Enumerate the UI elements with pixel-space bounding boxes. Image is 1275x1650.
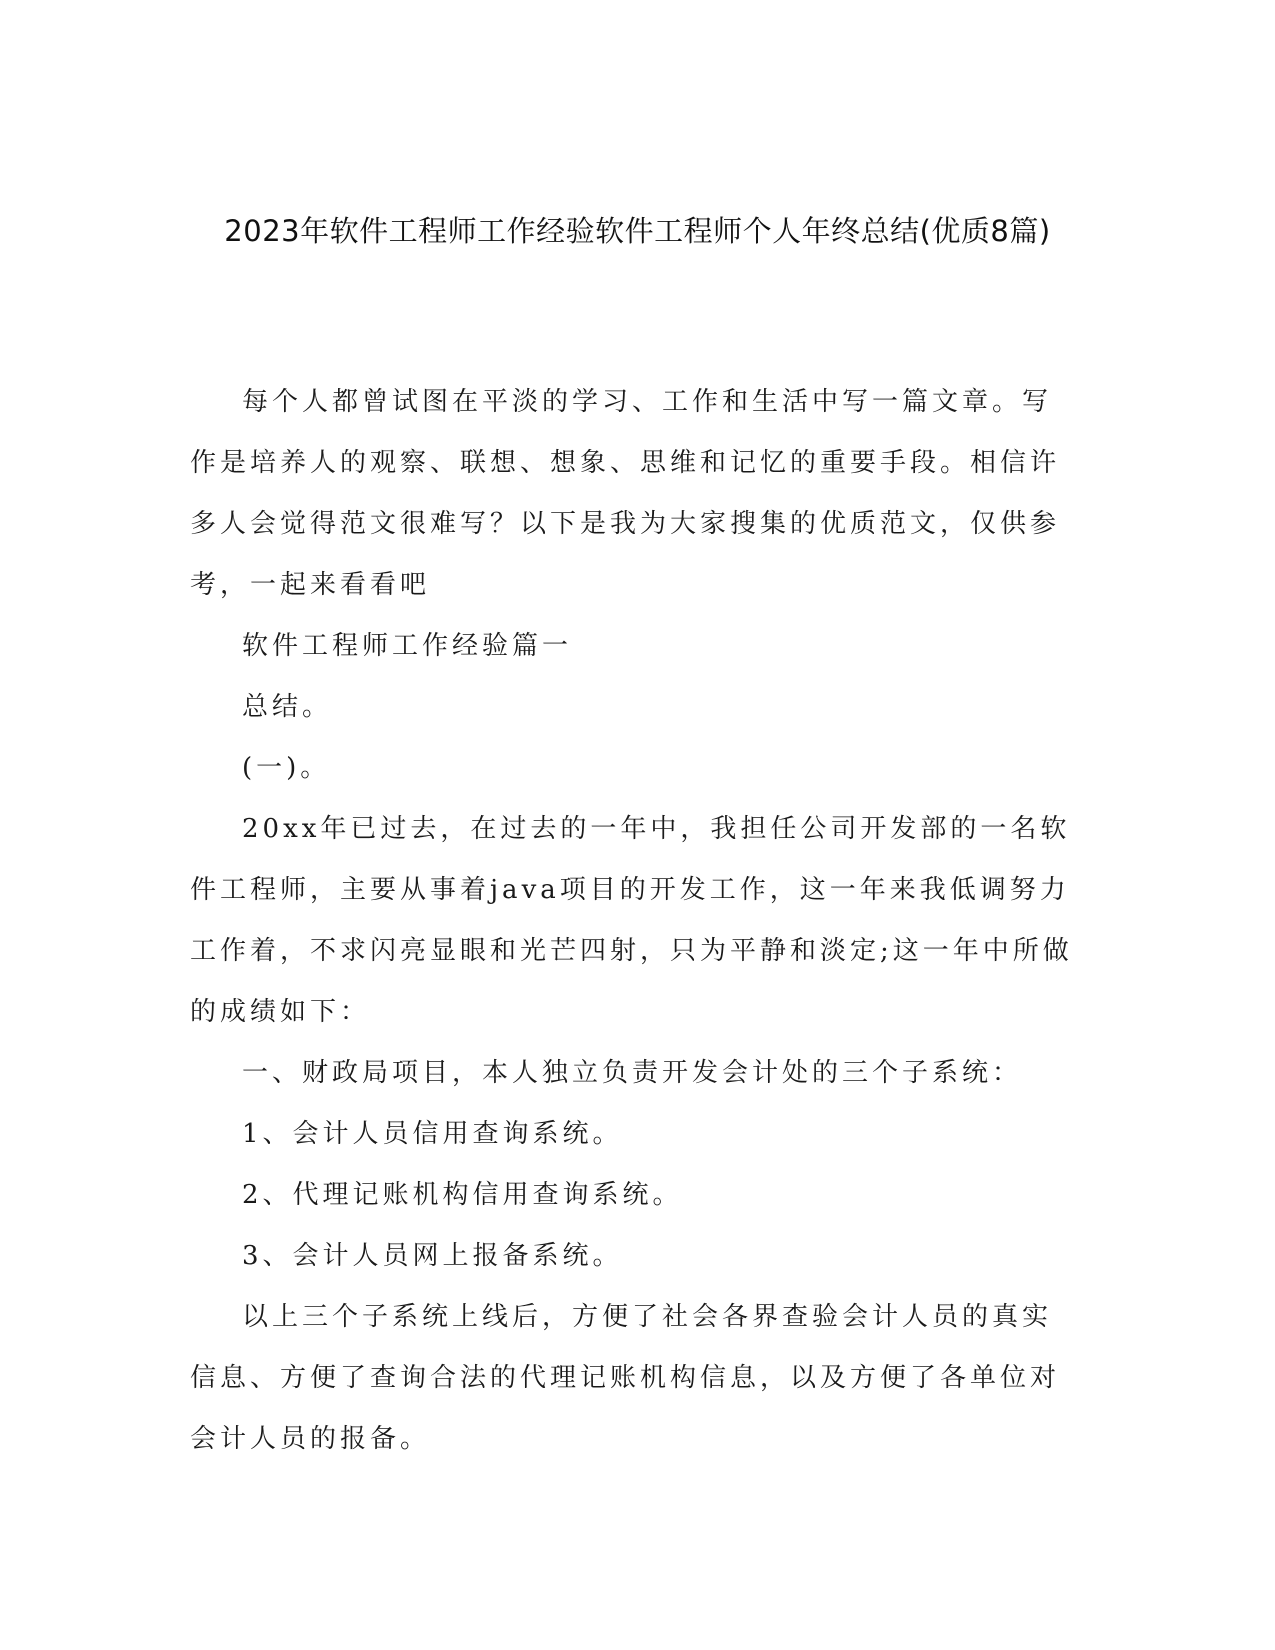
subsection-number: (一)。: [242, 753, 331, 783]
summary-label: 总结。: [242, 692, 333, 722]
document-title: 2023年软件工程师工作经验软件工程师个人年终总结(优质8篇): [224, 214, 1051, 248]
document-body: [190, 372, 1080, 1470]
section-heading: 软件工程师工作经验篇一: [242, 631, 573, 661]
list-item: 1、会计人员信用查询系统。: [242, 1119, 623, 1149]
list-item: 2、代理记账机构信用查询系统。: [242, 1180, 683, 1210]
list-heading: 一、财政局项目，本人独立负责开发会计处的三个子系统：: [242, 1058, 1023, 1088]
intro-paragraph: 每个人都曾试图在平淡的学习、工作和生活中写一篇文章。写作是培养人的观察、联想、想象、思维和记忆的重要手段。相信许多人会觉得范文很难写？以下是我为大家搜集的优质范文，仅供参考，一起来看看吧: [190, 387, 1061, 600]
list-item: 3、会计人员网上报备系统。: [242, 1241, 623, 1271]
body-paragraph: 20xx年已过去，在过去的一年中，我担任公司开发部的一名软件工程师，主要从事着java项目的开发工作，这一年来我低调努力工作着，不求闪亮显眼和光芒四射，只为平静和淡定;这一年中所做的成绩如下：: [190, 814, 1073, 1027]
body-paragraph: 以上三个子系统上线后，方便了社会各界查验会计人员的真实信息、方便了查询合法的代理记账机构信息，以及方便了各单位对会计人员的报备。: [190, 1302, 1061, 1454]
